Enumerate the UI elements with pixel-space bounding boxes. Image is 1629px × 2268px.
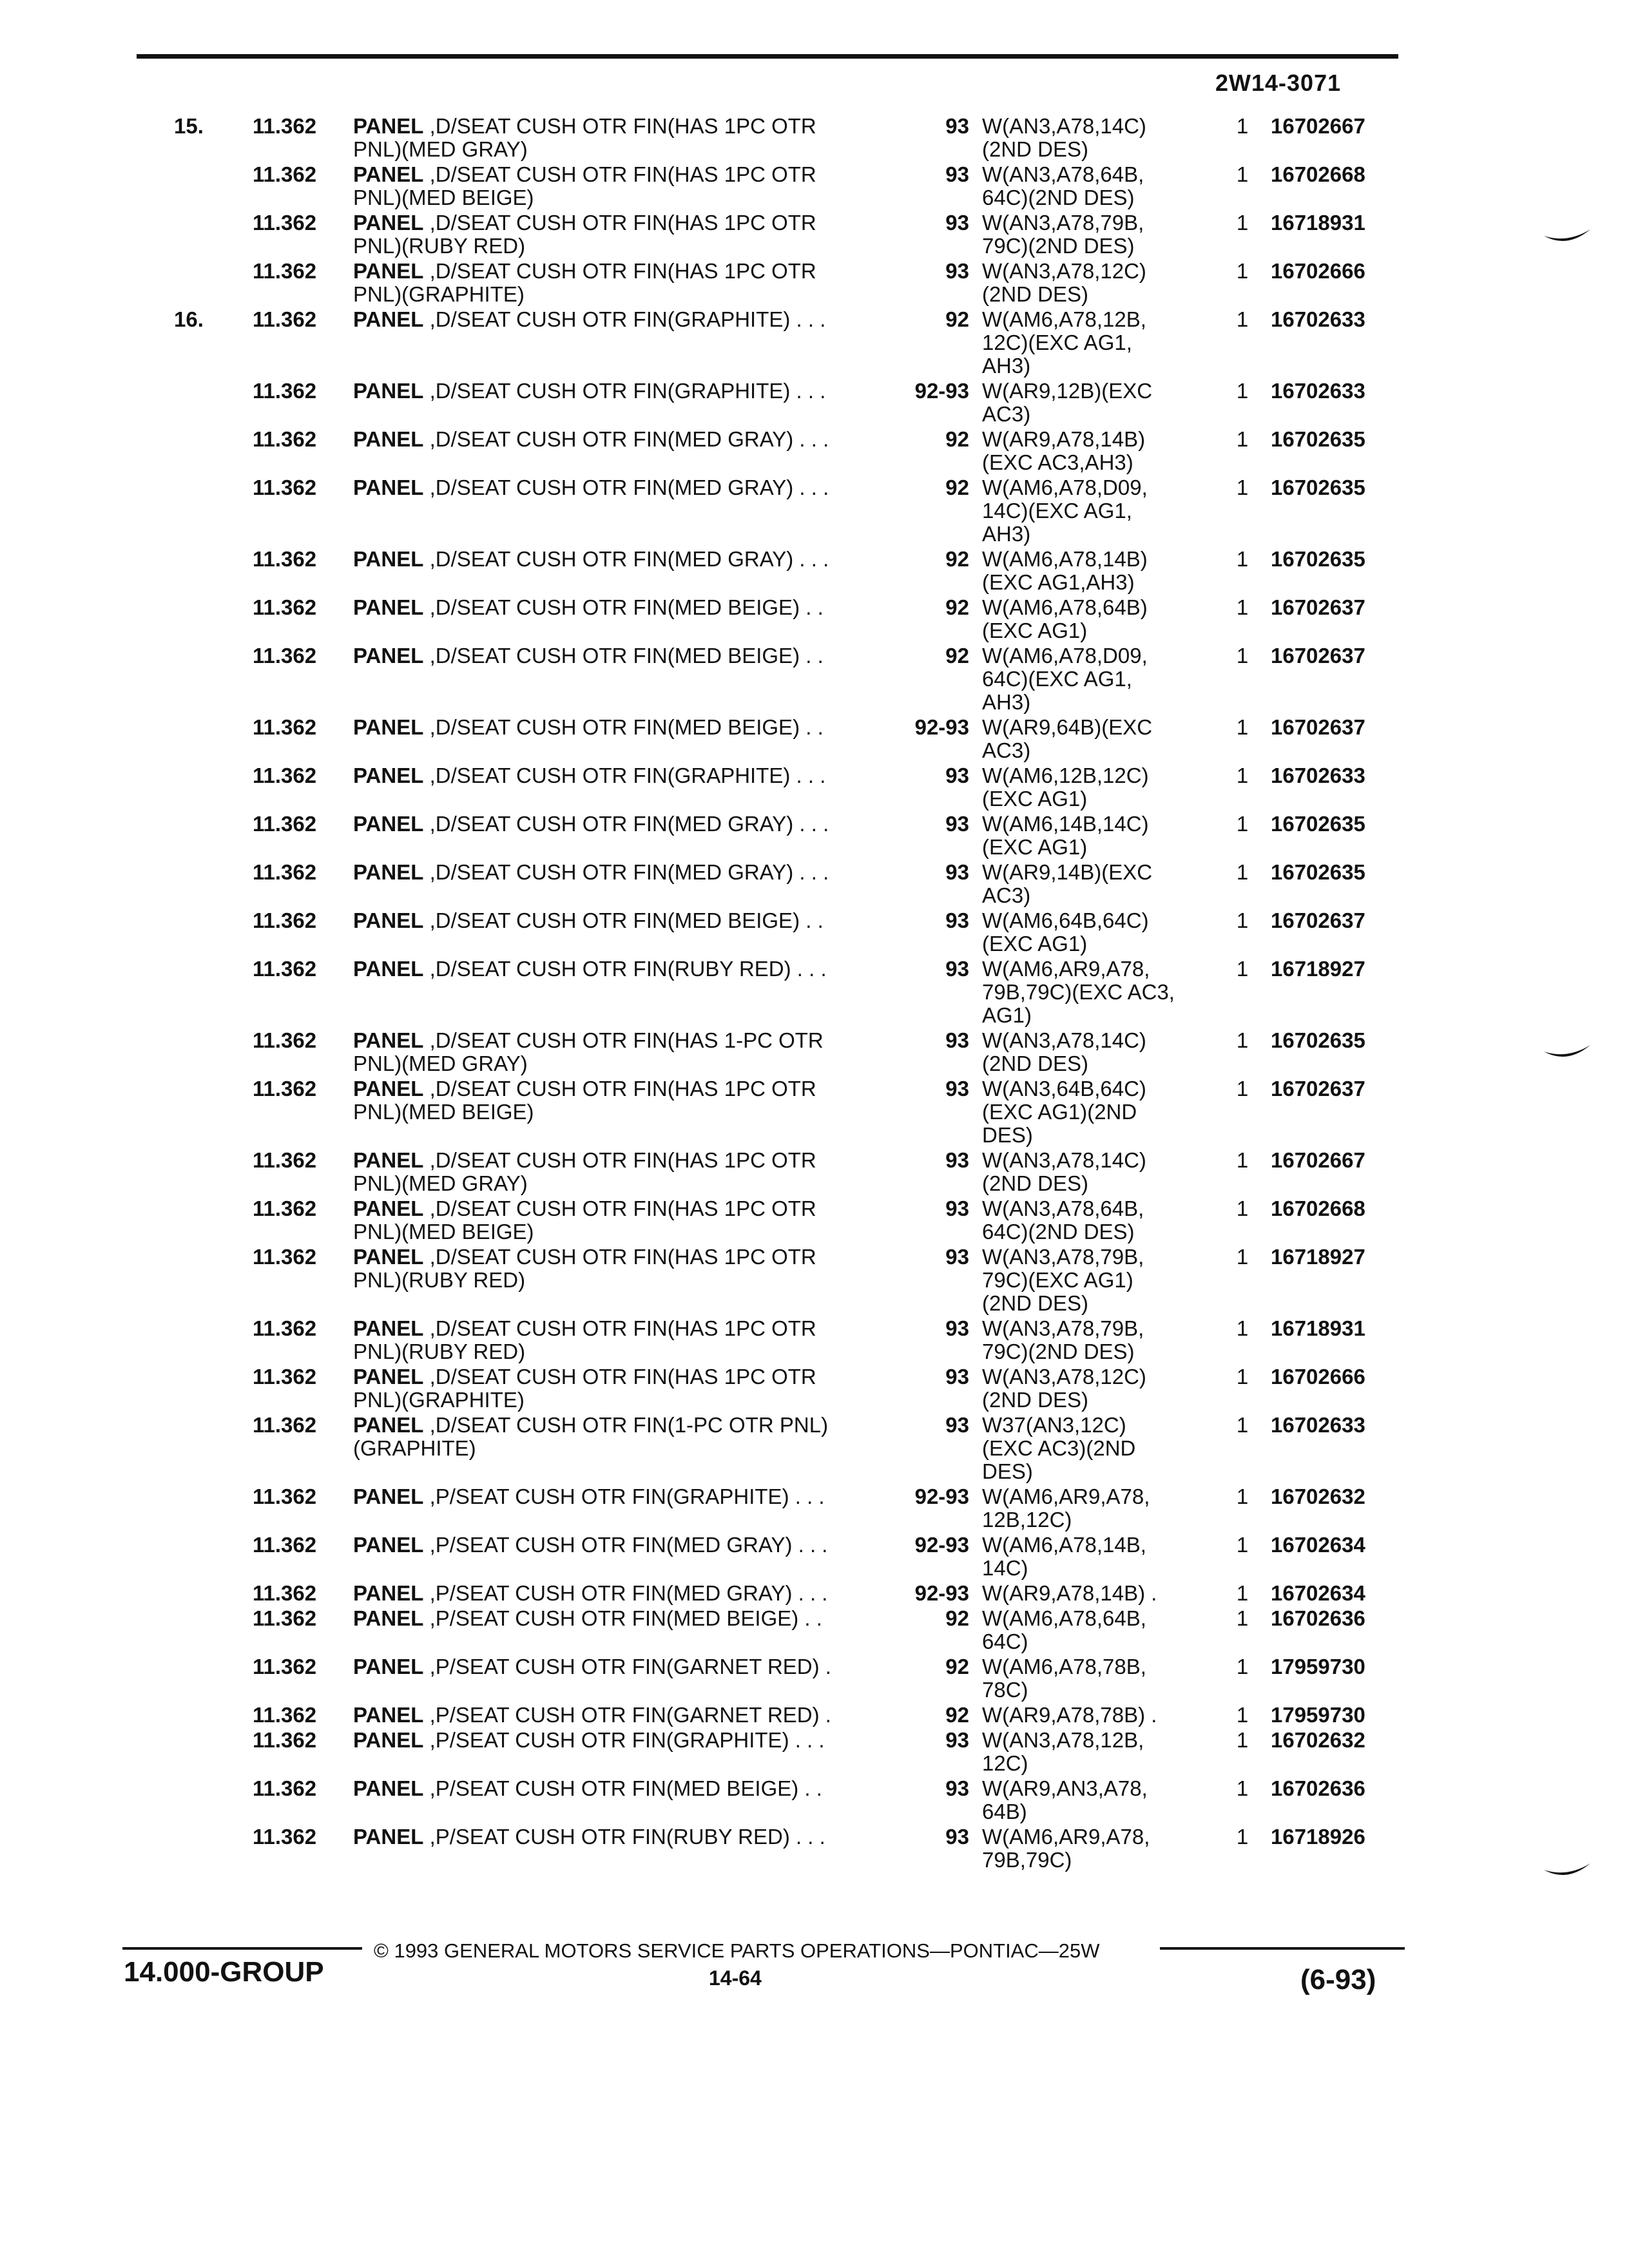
table-row bbox=[0, 1655, 1629, 1704]
row-years: 93 bbox=[945, 1077, 969, 1100]
row-part-number: 16718927 bbox=[1271, 1245, 1365, 1269]
row-quantity: 1 bbox=[1236, 1825, 1249, 1849]
row-description: PANEL ,D/SEAT CUSH OTR FIN(MED BEIGE) . . bbox=[353, 908, 824, 932]
row-years: 93 bbox=[945, 1148, 969, 1172]
row-part-code: 11.362 bbox=[253, 1365, 317, 1389]
row-usage: W(AN3,A78,79B, 79C)(2ND DES) bbox=[982, 1316, 1144, 1363]
row-part-code: 11.362 bbox=[253, 1485, 317, 1508]
row-description: PANEL ,D/SEAT CUSH OTR FIN(MED GRAY) . . . bbox=[353, 427, 829, 451]
row-description: PANEL ,D/SEAT CUSH OTR FIN(HAS 1PC OTR PNL)(GRAPHITE) bbox=[353, 1365, 816, 1412]
table-row bbox=[0, 1533, 1629, 1582]
footer-group: 14.000-GROUP bbox=[124, 1956, 324, 1988]
row-part-code: 11.362 bbox=[253, 114, 317, 138]
row-usage: W(AR9,14B)(EXC AC3) bbox=[982, 860, 1153, 907]
row-part-number: 16702635 bbox=[1271, 860, 1365, 884]
row-quantity: 1 bbox=[1236, 162, 1249, 186]
row-usage: W(AM6,AR9,A78, 79B,79C)(EXC AC3, AG1) bbox=[982, 957, 1175, 1027]
row-usage: W(AN3,A78,12C) (2ND DES) bbox=[982, 1365, 1146, 1412]
row-years: 92 bbox=[945, 427, 969, 451]
row-description: PANEL ,P/SEAT CUSH OTR FIN(MED BEIGE) . . bbox=[353, 1776, 822, 1800]
row-usage: W(AR9,12B)(EXC AC3) bbox=[982, 379, 1153, 426]
row-usage: W(AN3,A78,14C) (2ND DES) bbox=[982, 1148, 1146, 1195]
row-part-code: 11.362 bbox=[253, 1245, 317, 1269]
row-quantity: 1 bbox=[1236, 1581, 1249, 1605]
row-part-number: 16702667 bbox=[1271, 114, 1365, 138]
row-description: PANEL ,D/SEAT CUSH OTR FIN(HAS 1PC OTR PNL)(MED GRAY) bbox=[353, 114, 816, 161]
row-part-number: 16702635 bbox=[1271, 547, 1365, 571]
row-quantity: 1 bbox=[1236, 595, 1249, 619]
row-quantity: 1 bbox=[1236, 379, 1249, 403]
row-part-code: 11.362 bbox=[253, 1533, 317, 1557]
row-description: PANEL ,D/SEAT CUSH OTR FIN(MED BEIGE) . . bbox=[353, 644, 824, 668]
row-quantity: 1 bbox=[1236, 307, 1249, 331]
row-quantity: 1 bbox=[1236, 908, 1249, 932]
row-usage: W(AM6,AR9,A78, 12B,12C) bbox=[982, 1485, 1150, 1532]
row-years: 93 bbox=[945, 860, 969, 884]
row-description: PANEL ,P/SEAT CUSH OTR FIN(GRAPHITE) . . . bbox=[353, 1485, 825, 1508]
row-part-code: 11.362 bbox=[253, 211, 317, 235]
row-description: PANEL ,D/SEAT CUSH OTR FIN(MED BEIGE) . . bbox=[353, 715, 824, 739]
row-quantity: 1 bbox=[1236, 427, 1249, 451]
table-row bbox=[0, 1607, 1629, 1655]
row-description: PANEL ,D/SEAT CUSH OTR FIN(MED GRAY) . . . bbox=[353, 476, 829, 499]
table-row bbox=[0, 1582, 1629, 1607]
row-usage: W(AN3,A78,12C) (2ND DES) bbox=[982, 259, 1146, 306]
row-part-number: 16702637 bbox=[1271, 644, 1365, 668]
row-part-number: 16702632 bbox=[1271, 1728, 1365, 1752]
row-description: PANEL ,P/SEAT CUSH OTR FIN(GARNET RED) . bbox=[353, 1703, 831, 1727]
row-description: PANEL ,D/SEAT CUSH OTR FIN(GRAPHITE) . . . bbox=[353, 379, 826, 403]
row-part-number: 16702635 bbox=[1271, 476, 1365, 499]
row-quantity: 1 bbox=[1236, 1655, 1249, 1678]
punch-hole-mark bbox=[1541, 227, 1593, 253]
row-quantity: 1 bbox=[1236, 860, 1249, 884]
row-usage: W(AR9,64B)(EXC AC3) bbox=[982, 715, 1153, 762]
row-quantity: 1 bbox=[1236, 1485, 1249, 1508]
table-row bbox=[0, 1077, 1629, 1149]
table-row bbox=[0, 644, 1629, 716]
row-part-number: 17959730 bbox=[1271, 1655, 1365, 1678]
row-part-number: 17959730 bbox=[1271, 1703, 1365, 1727]
row-years: 93 bbox=[945, 957, 969, 981]
row-quantity: 1 bbox=[1236, 1316, 1249, 1340]
table-row bbox=[0, 861, 1629, 909]
table-row bbox=[0, 548, 1629, 596]
row-part-code: 11.362 bbox=[253, 1028, 317, 1052]
row-usage: W(AM6,AR9,A78, 79B,79C) bbox=[982, 1825, 1150, 1872]
row-part-code: 11.362 bbox=[253, 1148, 317, 1172]
row-years: 92-93 bbox=[914, 379, 969, 403]
row-quantity: 1 bbox=[1236, 812, 1249, 836]
row-part-number: 16702637 bbox=[1271, 715, 1365, 739]
row-years: 92-93 bbox=[914, 1581, 969, 1605]
row-usage: W37(AN3,12C) (EXC AC3)(2ND DES) bbox=[982, 1413, 1136, 1483]
row-part-code: 11.362 bbox=[253, 1196, 317, 1220]
row-usage: W(AN3,A78,79B, 79C)(EXC AG1) (2ND DES) bbox=[982, 1245, 1144, 1315]
row-part-code: 11.362 bbox=[253, 1077, 317, 1100]
row-quantity: 1 bbox=[1236, 1728, 1249, 1752]
row-part-number: 16702633 bbox=[1271, 307, 1365, 331]
row-part-number: 16702633 bbox=[1271, 1413, 1365, 1437]
row-description: PANEL ,D/SEAT CUSH OTR FIN(HAS 1PC OTR PNL)(RUBY RED) bbox=[353, 211, 816, 258]
row-part-code: 11.362 bbox=[253, 715, 317, 739]
row-description: PANEL ,P/SEAT CUSH OTR FIN(GRAPHITE) . . . bbox=[353, 1728, 825, 1752]
row-quantity: 1 bbox=[1236, 1028, 1249, 1052]
row-part-code: 11.362 bbox=[253, 812, 317, 836]
table-row bbox=[0, 1777, 1629, 1825]
row-part-number: 16718931 bbox=[1271, 1316, 1365, 1340]
row-usage: W(AN3,A78,79B, 79C)(2ND DES) bbox=[982, 211, 1144, 258]
row-years: 92-93 bbox=[914, 1533, 969, 1557]
row-part-code: 11.362 bbox=[253, 1776, 317, 1800]
row-part-number: 16702632 bbox=[1271, 1485, 1365, 1508]
row-part-code: 11.362 bbox=[253, 259, 317, 283]
row-part-number: 16702636 bbox=[1271, 1776, 1365, 1800]
row-description: PANEL ,D/SEAT CUSH OTR FIN(MED BEIGE) . . bbox=[353, 595, 824, 619]
table-row bbox=[0, 1365, 1629, 1414]
row-years: 92 bbox=[945, 1606, 969, 1630]
row-quantity: 1 bbox=[1236, 764, 1249, 787]
footer-copyright: © 1993 GENERAL MOTORS SERVICE PARTS OPERATIONS—PONTIAC—25W bbox=[374, 1939, 1100, 1962]
row-years: 93 bbox=[945, 908, 969, 932]
table-row bbox=[0, 1485, 1629, 1533]
row-part-number: 16702635 bbox=[1271, 812, 1365, 836]
row-part-number: 16702666 bbox=[1271, 1365, 1365, 1389]
table-row bbox=[0, 115, 1629, 163]
page-code: 2W14-3071 bbox=[1215, 70, 1342, 96]
row-years: 92-93 bbox=[914, 715, 969, 739]
row-part-code: 11.362 bbox=[253, 1581, 317, 1605]
footer-rule-left bbox=[122, 1947, 362, 1950]
row-part-code: 11.362 bbox=[253, 1655, 317, 1678]
row-usage: W(AM6,A78,D09, 64C)(EXC AG1, AH3) bbox=[982, 644, 1148, 714]
row-quantity: 1 bbox=[1236, 1413, 1249, 1437]
row-usage: W(AN3,A78,14C) (2ND DES) bbox=[982, 114, 1146, 161]
row-part-code: 11.362 bbox=[253, 476, 317, 499]
row-part-code: 11.362 bbox=[253, 162, 317, 186]
row-quantity: 1 bbox=[1236, 259, 1249, 283]
row-part-code: 11.362 bbox=[253, 764, 317, 787]
table-row bbox=[0, 1729, 1629, 1777]
row-years: 93 bbox=[945, 1028, 969, 1052]
row-years: 93 bbox=[945, 162, 969, 186]
row-description: PANEL ,D/SEAT CUSH OTR FIN(GRAPHITE) . . . bbox=[353, 764, 826, 787]
row-part-number: 16702633 bbox=[1271, 764, 1365, 787]
parts-list bbox=[0, 115, 1629, 1874]
row-usage: W(AN3,64B,64C) (EXC AG1)(2ND DES) bbox=[982, 1077, 1146, 1147]
row-part-code: 11.362 bbox=[253, 547, 317, 571]
row-quantity: 1 bbox=[1236, 957, 1249, 981]
row-description: PANEL ,D/SEAT CUSH OTR FIN(MED GRAY) . . . bbox=[353, 860, 829, 884]
table-row bbox=[0, 1149, 1629, 1197]
footer-rule-right bbox=[1160, 1947, 1405, 1950]
table-row bbox=[0, 596, 1629, 644]
row-part-number: 16702633 bbox=[1271, 379, 1365, 403]
table-row bbox=[0, 163, 1629, 211]
row-years: 93 bbox=[945, 1776, 969, 1800]
row-description: PANEL ,D/SEAT CUSH OTR FIN(HAS 1PC OTR PNL)(MED BEIGE) bbox=[353, 1077, 816, 1124]
row-usage: W(AR9,AN3,A78, 64B) bbox=[982, 1776, 1148, 1823]
row-years: 93 bbox=[945, 1196, 969, 1220]
row-part-number: 16702636 bbox=[1271, 1606, 1365, 1630]
row-usage: W(AN3,A78,64B, 64C)(2ND DES) bbox=[982, 1196, 1144, 1244]
row-usage: W(AN3,A78,12B, 12C) bbox=[982, 1728, 1144, 1775]
row-part-code: 11.362 bbox=[253, 1606, 317, 1630]
row-ref-number: 15. bbox=[174, 114, 204, 138]
row-description: PANEL ,P/SEAT CUSH OTR FIN(MED GRAY) . . . bbox=[353, 1533, 828, 1557]
row-part-code: 11.362 bbox=[253, 307, 317, 331]
row-usage: W(AM6,A78,78B, 78C) bbox=[982, 1655, 1146, 1702]
row-quantity: 1 bbox=[1236, 1196, 1249, 1220]
row-usage: W(AR9,A78,14B) (EXC AC3,AH3) bbox=[982, 427, 1146, 474]
row-quantity: 1 bbox=[1236, 1148, 1249, 1172]
row-description: PANEL ,D/SEAT CUSH OTR FIN(1-PC OTR PNL) (GRAPHITE) bbox=[353, 1413, 829, 1460]
row-quantity: 1 bbox=[1236, 1077, 1249, 1100]
row-part-code: 11.362 bbox=[253, 595, 317, 619]
row-part-number: 16702667 bbox=[1271, 1148, 1365, 1172]
row-usage: W(AR9,A78,78B) . bbox=[982, 1703, 1157, 1727]
footer-date: (6-93) bbox=[1300, 1964, 1376, 1995]
row-quantity: 1 bbox=[1236, 1703, 1249, 1727]
table-row bbox=[0, 1704, 1629, 1729]
row-part-code: 11.362 bbox=[253, 1316, 317, 1340]
row-part-number: 16702635 bbox=[1271, 1028, 1365, 1052]
row-part-number: 16702637 bbox=[1271, 908, 1365, 932]
row-usage: W(AM6,A78,12B, 12C)(EXC AG1, AH3) bbox=[982, 307, 1146, 378]
row-quantity: 1 bbox=[1236, 114, 1249, 138]
table-row bbox=[0, 1245, 1629, 1317]
row-quantity: 1 bbox=[1236, 644, 1249, 668]
row-usage: W(AR9,A78,14B) . bbox=[982, 1581, 1157, 1605]
punch-hole-mark bbox=[1541, 1043, 1593, 1068]
row-quantity: 1 bbox=[1236, 1606, 1249, 1630]
row-ref-number: 16. bbox=[174, 307, 204, 331]
row-usage: W(AM6,A78,14B) (EXC AG1,AH3) bbox=[982, 547, 1148, 594]
row-usage: W(AM6,A78,64B, 64C) bbox=[982, 1606, 1146, 1653]
row-years: 93 bbox=[945, 812, 969, 836]
row-part-number: 16702635 bbox=[1271, 427, 1365, 451]
row-years: 92 bbox=[945, 1703, 969, 1727]
row-part-code: 11.362 bbox=[253, 1825, 317, 1849]
row-years: 92 bbox=[945, 307, 969, 331]
row-usage: W(AN3,A78,64B, 64C)(2ND DES) bbox=[982, 162, 1144, 209]
row-part-code: 11.362 bbox=[253, 379, 317, 403]
row-usage: W(AM6,A78,D09, 14C)(EXC AG1, AH3) bbox=[982, 476, 1148, 546]
row-usage: W(AM6,A78,14B, 14C) bbox=[982, 1533, 1146, 1580]
table-row bbox=[0, 909, 1629, 957]
row-years: 93 bbox=[945, 114, 969, 138]
row-quantity: 1 bbox=[1236, 1533, 1249, 1557]
top-rule bbox=[137, 54, 1398, 59]
row-description: PANEL ,D/SEAT CUSH OTR FIN(HAS 1-PC OTR PNL)(MED GRAY) bbox=[353, 1028, 824, 1075]
row-part-number: 16702666 bbox=[1271, 259, 1365, 283]
row-part-code: 11.362 bbox=[253, 1728, 317, 1752]
row-usage: W(AN3,A78,14C) (2ND DES) bbox=[982, 1028, 1146, 1075]
row-description: PANEL ,D/SEAT CUSH OTR FIN(HAS 1PC OTR PNL)(MED BEIGE) bbox=[353, 1196, 816, 1244]
row-years: 92 bbox=[945, 1655, 969, 1678]
row-usage: W(AM6,12B,12C) (EXC AG1) bbox=[982, 764, 1149, 811]
row-years: 92 bbox=[945, 595, 969, 619]
table-row bbox=[0, 380, 1629, 428]
table-row bbox=[0, 1317, 1629, 1365]
row-quantity: 1 bbox=[1236, 1365, 1249, 1389]
table-row bbox=[0, 1825, 1629, 1874]
row-quantity: 1 bbox=[1236, 1245, 1249, 1269]
row-years: 93 bbox=[945, 1365, 969, 1389]
row-years: 93 bbox=[945, 211, 969, 235]
row-description: PANEL ,D/SEAT CUSH OTR FIN(RUBY RED) . . . bbox=[353, 957, 827, 981]
table-row bbox=[0, 476, 1629, 548]
row-part-code: 11.362 bbox=[253, 1413, 317, 1437]
table-row bbox=[0, 260, 1629, 308]
row-part-number: 16702637 bbox=[1271, 1077, 1365, 1100]
table-row bbox=[0, 428, 1629, 476]
footer-page-number: 14-64 bbox=[709, 1966, 762, 1990]
row-usage: W(AM6,A78,64B) (EXC AG1) bbox=[982, 595, 1148, 642]
row-years: 93 bbox=[945, 1825, 969, 1849]
row-part-number: 16718926 bbox=[1271, 1825, 1365, 1849]
row-part-number: 16702634 bbox=[1271, 1533, 1365, 1557]
row-years: 93 bbox=[945, 1316, 969, 1340]
row-part-number: 16718931 bbox=[1271, 211, 1365, 235]
row-quantity: 1 bbox=[1236, 476, 1249, 499]
row-description: PANEL ,D/SEAT CUSH OTR FIN(HAS 1PC OTR PNL)(RUBY RED) bbox=[353, 1245, 816, 1292]
row-description: PANEL ,P/SEAT CUSH OTR FIN(MED BEIGE) . . bbox=[353, 1606, 822, 1630]
row-usage: W(AM6,14B,14C) (EXC AG1) bbox=[982, 812, 1149, 859]
row-part-code: 11.362 bbox=[253, 908, 317, 932]
row-years: 93 bbox=[945, 1245, 969, 1269]
row-years: 93 bbox=[945, 764, 969, 787]
row-quantity: 1 bbox=[1236, 211, 1249, 235]
row-quantity: 1 bbox=[1236, 547, 1249, 571]
row-usage: W(AM6,64B,64C) (EXC AG1) bbox=[982, 908, 1149, 956]
punch-hole-mark bbox=[1541, 1861, 1593, 1887]
row-quantity: 1 bbox=[1236, 1776, 1249, 1800]
row-years: 93 bbox=[945, 1728, 969, 1752]
table-row bbox=[0, 716, 1629, 764]
table-row bbox=[0, 211, 1629, 260]
table-row bbox=[0, 957, 1629, 1029]
row-part-number: 16702668 bbox=[1271, 162, 1365, 186]
row-quantity: 1 bbox=[1236, 715, 1249, 739]
row-description: PANEL ,P/SEAT CUSH OTR FIN(GARNET RED) . bbox=[353, 1655, 831, 1678]
row-description: PANEL ,P/SEAT CUSH OTR FIN(RUBY RED) . . . bbox=[353, 1825, 825, 1849]
row-description: PANEL ,D/SEAT CUSH OTR FIN(HAS 1PC OTR PNL)(MED GRAY) bbox=[353, 1148, 816, 1195]
row-part-number: 16718927 bbox=[1271, 957, 1365, 981]
row-years: 92 bbox=[945, 547, 969, 571]
table-row bbox=[0, 1414, 1629, 1485]
row-years: 93 bbox=[945, 259, 969, 283]
row-years: 92-93 bbox=[914, 1485, 969, 1508]
row-years: 92 bbox=[945, 644, 969, 668]
row-description: PANEL ,D/SEAT CUSH OTR FIN(MED GRAY) . . . bbox=[353, 547, 829, 571]
table-row bbox=[0, 1197, 1629, 1245]
row-part-number: 16702634 bbox=[1271, 1581, 1365, 1605]
row-part-number: 16702668 bbox=[1271, 1196, 1365, 1220]
row-description: PANEL ,D/SEAT CUSH OTR FIN(HAS 1PC OTR PNL)(GRAPHITE) bbox=[353, 259, 816, 306]
row-years: 93 bbox=[945, 1413, 969, 1437]
row-description: PANEL ,D/SEAT CUSH OTR FIN(HAS 1PC OTR PNL)(MED BEIGE) bbox=[353, 162, 816, 209]
row-part-number: 16702637 bbox=[1271, 595, 1365, 619]
table-row bbox=[0, 764, 1629, 812]
row-part-code: 11.362 bbox=[253, 957, 317, 981]
row-description: PANEL ,D/SEAT CUSH OTR FIN(HAS 1PC OTR PNL)(RUBY RED) bbox=[353, 1316, 816, 1363]
row-part-code: 11.362 bbox=[253, 644, 317, 668]
row-part-code: 11.362 bbox=[253, 427, 317, 451]
row-part-code: 11.362 bbox=[253, 860, 317, 884]
row-description: PANEL ,D/SEAT CUSH OTR FIN(MED GRAY) . . . bbox=[353, 812, 829, 836]
row-years: 92 bbox=[945, 476, 969, 499]
row-description: PANEL ,D/SEAT CUSH OTR FIN(GRAPHITE) . . . bbox=[353, 307, 826, 331]
row-description: PANEL ,P/SEAT CUSH OTR FIN(MED GRAY) . . . bbox=[353, 1581, 828, 1605]
table-row bbox=[0, 812, 1629, 861]
table-row bbox=[0, 308, 1629, 380]
row-part-code: 11.362 bbox=[253, 1703, 317, 1727]
table-row bbox=[0, 1029, 1629, 1077]
